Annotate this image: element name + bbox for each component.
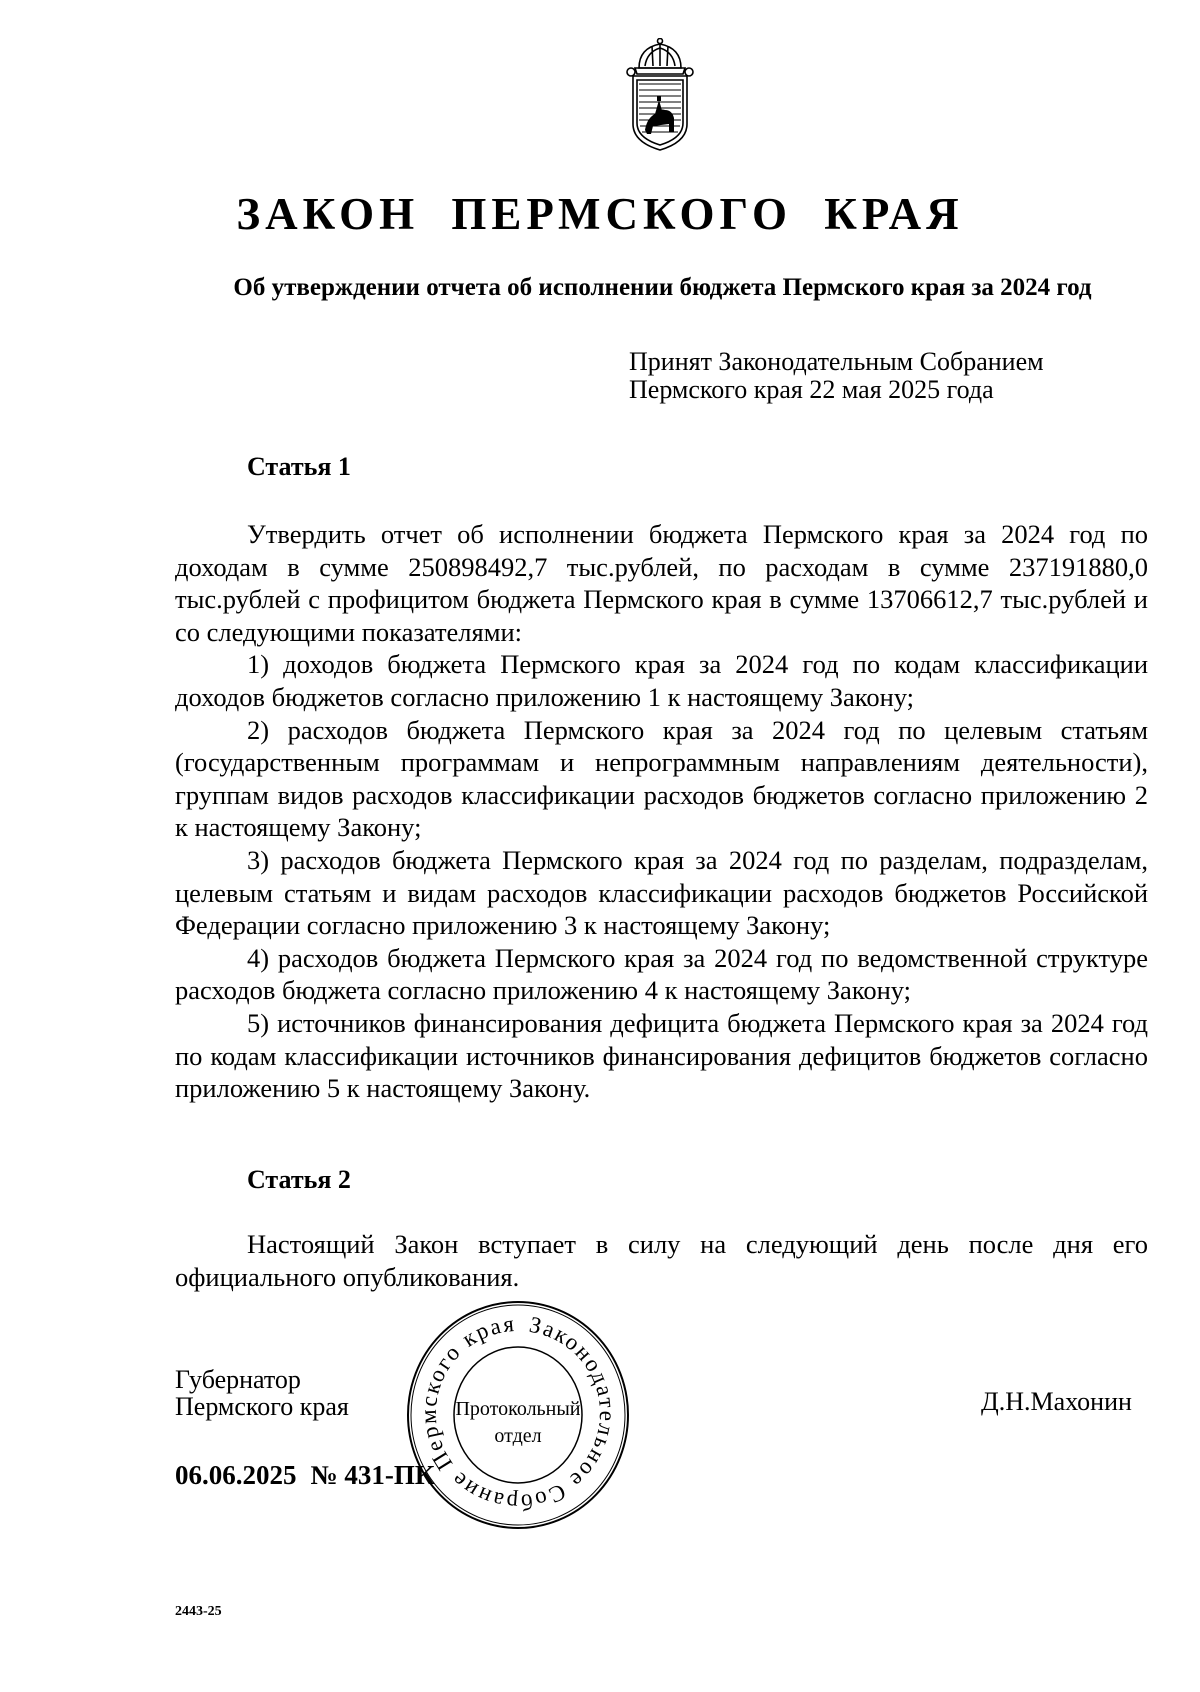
stamp-ring-text: Законодательное Собрание Пермского края bbox=[415, 1310, 621, 1516]
stamp-center-line: отдел bbox=[494, 1425, 542, 1447]
law-date: 06.06.2025 bbox=[175, 1460, 297, 1490]
law-date-number bbox=[175, 1460, 434, 1491]
article-1-heading: Статья 1 bbox=[247, 452, 351, 481]
signatory-position-line: Губернатор bbox=[175, 1365, 301, 1394]
signatory-position-line: Пермского края bbox=[175, 1392, 349, 1421]
law-number: № 431-ПК bbox=[310, 1460, 435, 1490]
signatory-position bbox=[175, 1366, 349, 1420]
coat-of-arms-icon bbox=[625, 38, 695, 154]
document-code: 2443-25 bbox=[175, 1604, 222, 1619]
article-2-text: Настоящий Закон вступает в силу на следующий день после дня его официального опубликования. bbox=[175, 1229, 1148, 1292]
article-1-item: 5) источников финансирования дефицита бюджета Пермского края за 2024 год по кодам классификации источников финансирования дефицитов бюджетов согласно приложению 5 к настоящему Закону. bbox=[175, 1007, 1148, 1104]
law-subtitle: Об утверждении отчета об исполнении бюджета Пермского края за 2024 год bbox=[233, 274, 1092, 301]
adoption-note bbox=[629, 348, 1044, 404]
page-title: ЗАКОН ПЕРМСКОГО КРАЯ bbox=[236, 189, 964, 239]
stamp-center-line: Протокольный bbox=[455, 1398, 581, 1420]
article-2-body bbox=[175, 1228, 1148, 1293]
article-1-item: 2) расходов бюджета Пермского края за 2024 год по целевым статьям (государственным программам и непрограммным направлениям деятельности), группам видов расходов классификации расходов бюджетов согласно приложению 2 к настоящему Закону; bbox=[175, 714, 1148, 843]
article-2-heading: Статья 2 bbox=[247, 1165, 351, 1194]
article-1-item: 3) расходов бюджета Пермского края за 2024 год по разделам, подразделам, целевым статьям и видам расходов классификации расходов бюджетов Российской Федерации согласно приложению 3 к настоящему Закону; bbox=[175, 844, 1148, 941]
adoption-note-line: Принят Законодательным Собранием bbox=[629, 347, 1044, 376]
article-1-body bbox=[175, 518, 1148, 1105]
article-1-item: 4) расходов бюджета Пермского края за 2024 год по ведомственной структуре расходов бюджета согласно приложению 4 к настоящему Закону; bbox=[175, 942, 1148, 1006]
article-1-intro: Утвердить отчет об исполнении бюджета Пермского края за 2024 год по доходам в сумме 250898492,7 тыс.рублей, по расходам в сумме 237191880,0 тыс.рублей с профицитом бюджета Пермского края в сумме 13706612,7 тыс.рублей и со следующими показателями: bbox=[175, 519, 1148, 647]
adoption-note-line: Пермского края 22 мая 2025 года bbox=[629, 375, 994, 404]
article-1-item: 1) доходов бюджета Пермского края за 2024 год по кодам классификации доходов бюджетов согласно приложению 1 к настоящему Закону; bbox=[175, 649, 1148, 712]
official-stamp bbox=[402, 1297, 634, 1533]
signatory-name: Д.Н.Махонин bbox=[981, 1387, 1132, 1416]
